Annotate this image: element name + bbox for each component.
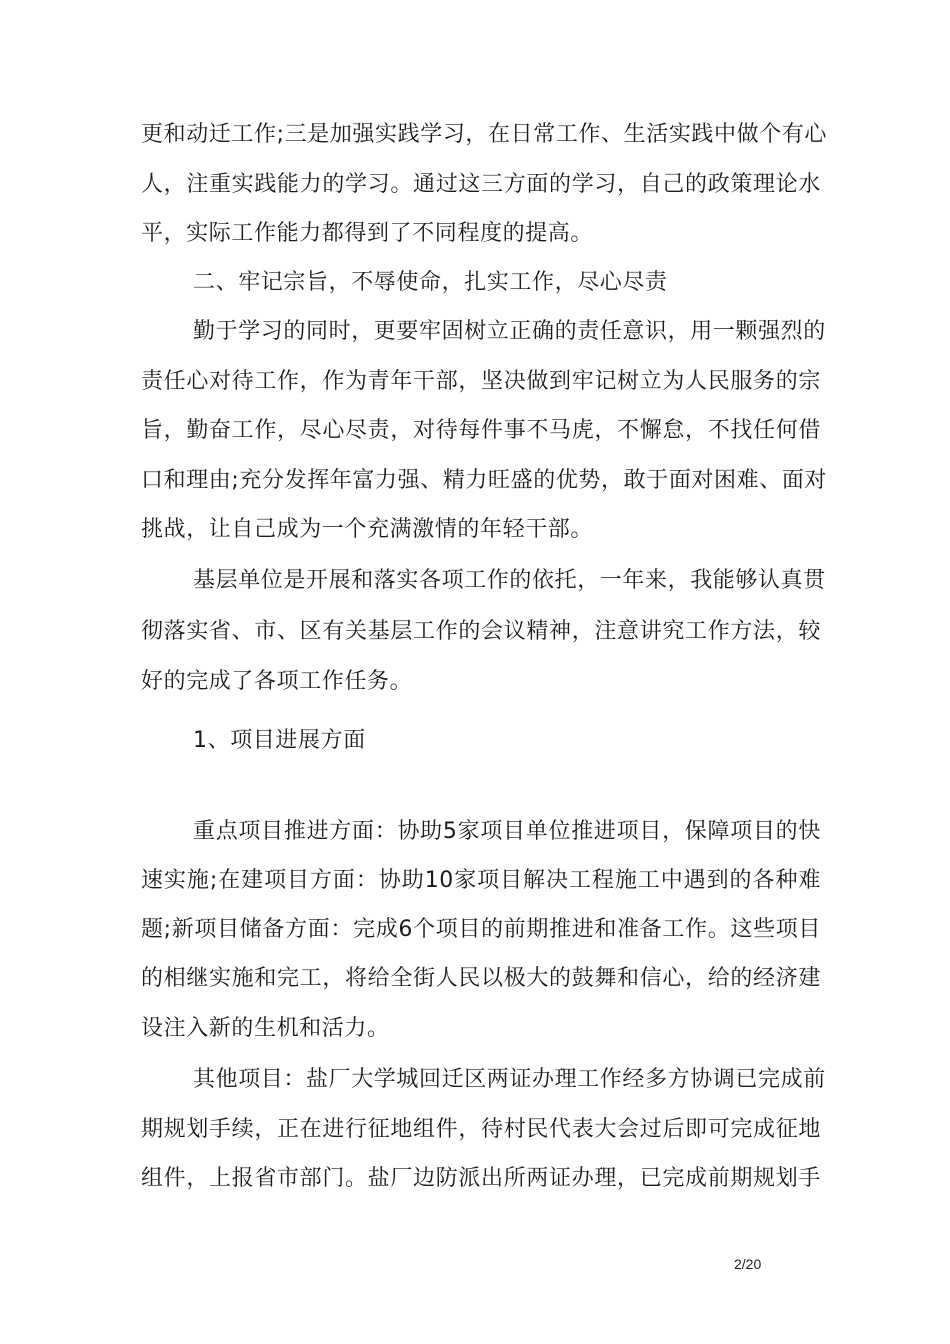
text-line: 责任心对待工作，作为青年干部，坚决做到牢记树立为人民服务的宗	[141, 369, 821, 394]
text-line: 好的完成了各项工作任务。	[141, 669, 413, 694]
section-heading: 二、牢记宗旨，不辱使命，扎实工作，尽心尽责	[193, 270, 668, 295]
text-line: 勤于学习的同时，更要牢固树立正确的责任意识，用一颗强烈的	[193, 319, 826, 344]
text-line: 期规划手续，正在进行征地组件，待村民代表大会过后即可完成征地	[141, 1117, 821, 1142]
text-line: 旨，勤奋工作，尽心尽责，对待每件事不马虎，不懈怠，不找任何借	[141, 418, 821, 443]
text-line: 其他项目：盐厂大学城回迁区两证办理工作经多方协调已完成前	[193, 1067, 826, 1092]
text-line: 的相继实施和完工，将给全街人民以极大的鼓舞和信心，给的经济建	[141, 966, 821, 991]
text-line: 组件，上报省市部门。盐厂边防派出所两证办理，已完成前期规划手	[141, 1166, 821, 1191]
subsection-heading: 1、项目进展方面	[193, 728, 366, 753]
text-line: 更和动迁工作;三是加强实践学习，在日常工作、生活实践中做个有心	[141, 122, 828, 147]
text-line: 基层单位是开展和落实各项工作的依托，一年来，我能够认真贯	[193, 568, 826, 593]
text-line: 口和理由;充分发挥年富力强、精力旺盛的优势，敢于面对困难、面对	[141, 468, 828, 493]
text-line: 题;新项目储备方面：完成6个项目的前期推进和准备工作。这些项目	[141, 917, 821, 942]
page-number: 2/20	[734, 1256, 762, 1272]
text-line: 速实施;在建项目方面：协助10家项目解决工程施工中遇到的各种难	[141, 868, 821, 893]
text-line: 挑战，让自己成为一个充满激情的年轻干部。	[141, 517, 594, 542]
text-line: 设注入新的生机和活力。	[141, 1016, 390, 1041]
text-line: 重点项目推进方面：协助5家项目单位推进项目，保障项目的快	[193, 819, 821, 844]
text-line: 人，注重实践能力的学习。通过这三方面的学习，自己的政策理论水	[141, 172, 821, 197]
text-line: 平，实际工作能力都得到了不同程度的提高。	[141, 221, 594, 246]
text-line: 彻落实省、市、区有关基层工作的会议精神，注意讲究工作方法，较	[141, 619, 821, 644]
